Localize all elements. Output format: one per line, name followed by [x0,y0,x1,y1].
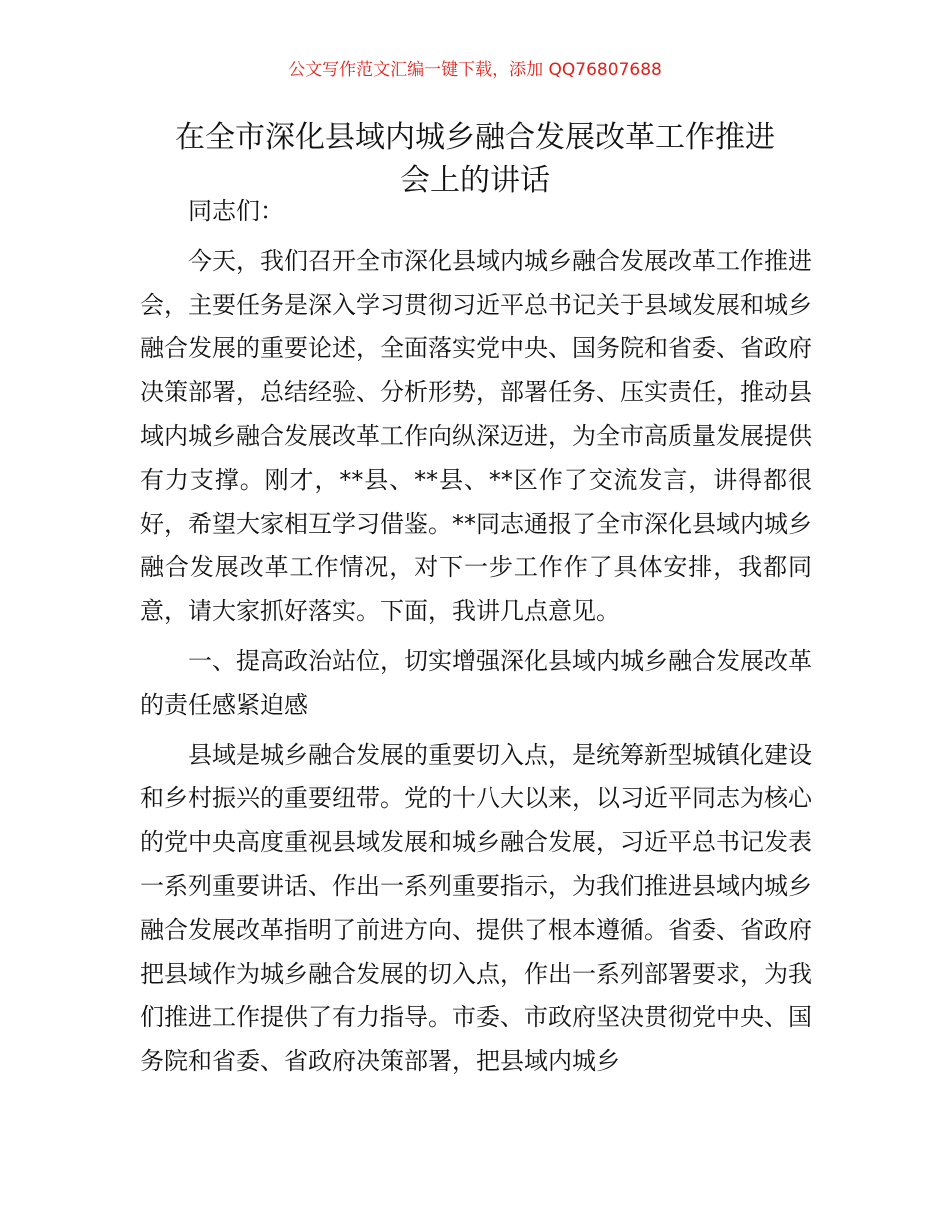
title-line-1: 在全市深化县域内城乡融合发展改革工作推进 [175,120,775,155]
paragraph-section-1: 县域是城乡融合发展的重要切入点，是统筹新型城镇化建设和乡村振兴的重要纽带。党的十八大以来，以习近平同志为核心的党中央高度重视县域发展和城乡融合发展，习近平总书记发表一系列重要讲话、作出一系列重要指示，为我们推进县域内城乡融合发展改革指明了前进方向、提供了根本遵循。省委、省政府把县域作为城乡融合发展的切入点，作出一系列部署要求，为我们推进工作提供了有力指导。市委、市政府坚决贯彻党中央、国务院和省委、省政府决策部署，把县域内城乡 [140,740,812,1076]
paragraph-intro: 今天，我们召开全市深化县域内城乡融合发展改革工作推进会，主要任务是深入学习贯彻习近平总书记关于县域发展和城乡融合发展的重要论述，全面落实党中央、国务院和省委、省政府决策部署，总结经验、分析形势，部署任务、压实责任，推动县域内城乡融合发展改革工作向纵深迈进，为全市高质量发展提供有力支撑。刚才，**县、**县、**区作了交流发言，讲得都很好，希望大家相互学习借鉴。**同志通报了全市深化县域内城乡融合发展改革工作情况，对下一步工作作了具体安排，我都同意，请大家抓好落实。下面，我讲几点意见。 [140,246,812,626]
section-heading-1: 一、提高政治站位，切实增强深化县域内城乡融合发展改革的责任感紧迫感 [140,646,812,719]
title-line-2: 会上的讲话 [400,163,550,198]
download-banner: 公文写作范文汇编一键下载，添加 QQ76807688 [288,60,662,80]
salutation: 同志们： [188,197,284,225]
document-body [140,190,812,1090]
